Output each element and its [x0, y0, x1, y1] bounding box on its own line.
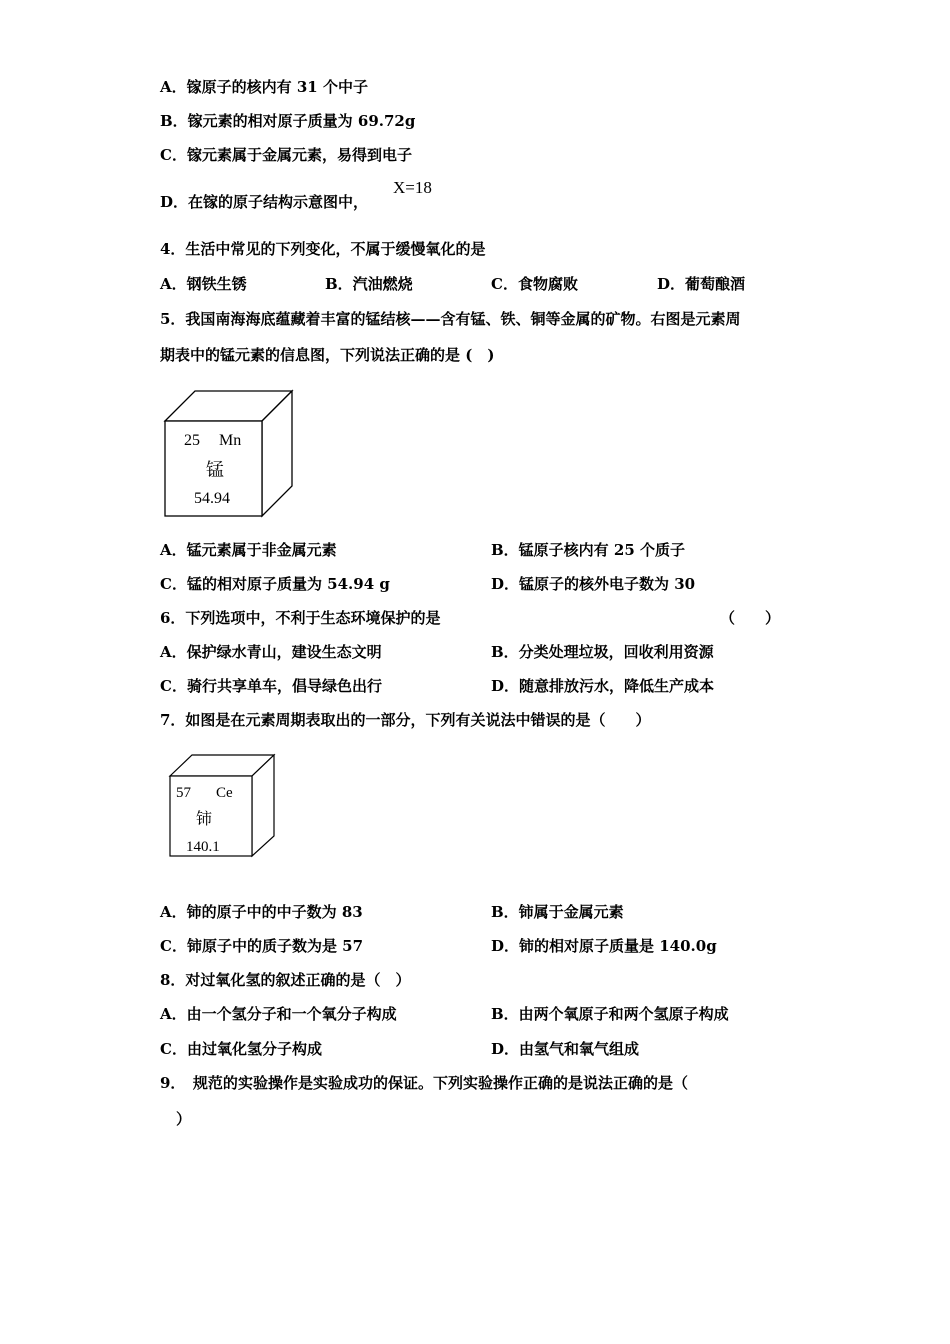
- q8-stem: 8．对过氧化氢的叙述正确的是（ ）: [160, 971, 411, 989]
- q8-option-a: A．由一个氢分子和一个氧分子构成: [160, 1005, 397, 1023]
- q6-option-b: B．分类处理垃圾，回收利用资源: [491, 643, 714, 661]
- q3-option-a: A．镓原子的核内有 31 个中子: [160, 78, 368, 96]
- q6-option-a: A．保护绿水青山，建设生态文明: [160, 643, 382, 661]
- q8-option-d: D．由氢气和氧气组成: [491, 1040, 640, 1058]
- q4-stem: 4．生活中常见的下列变化，不属于缓慢氧化的是: [160, 240, 486, 258]
- q7-option-b: B．铈属于金属元素: [491, 903, 624, 921]
- manganese-element-tile: [160, 388, 300, 520]
- q5-option-b: B．锰原子核内有 25 个质子: [491, 541, 685, 559]
- q7-option-d: D．铈的相对原子质量是 140.0g: [491, 937, 717, 955]
- q6-option-d: D．随意排放污水，降低生产成本: [491, 677, 715, 695]
- q7-option-c: C．铈原子中的质子数为是 57: [160, 937, 364, 955]
- q6-answer-paren: （ ）: [720, 609, 781, 627]
- ce-mass: 140.1: [186, 839, 220, 855]
- q8-option-b: B．由两个氧原子和两个氢原子构成: [491, 1005, 729, 1023]
- q8-option-c: C．由过氧化氢分子构成: [160, 1040, 322, 1058]
- q3-option-b: B．镓元素的相对原子质量为 69.72g: [160, 112, 416, 130]
- ce-symbol: Ce: [216, 785, 233, 801]
- q4-option-a: A．钢铁生锈: [160, 275, 247, 293]
- q4-option-b: B．汽油燃烧: [325, 275, 413, 293]
- q5-option-d: D．锰原子的核外电子数为 30: [491, 575, 696, 593]
- mn-mass: 54.94: [194, 490, 230, 507]
- q5-option-c: C．锰的相对原子质量为 54.94 g: [160, 575, 390, 593]
- ce-name: 铈: [196, 811, 213, 828]
- q7-option-a: A．铈的原子中的中子数为 83: [160, 903, 363, 921]
- cerium-element-tile: [166, 752, 278, 860]
- q9-stem: 9． 规范的实验操作是实验成功的保证。下列实验操作正确的是说法正确的是（: [160, 1074, 688, 1092]
- q3-option-d-formula: X=18: [393, 178, 432, 197]
- q4-option-d: D．葡萄酿酒: [657, 275, 746, 293]
- ce-atomic-number: 57: [176, 785, 191, 801]
- q9-stem-end: ）: [176, 1110, 192, 1128]
- q5-stem-line2: 期表中的锰元素的信息图，下列说法正确的是 ( ): [160, 346, 495, 364]
- mn-atomic-number: 25: [184, 432, 200, 449]
- q6-option-c: C．骑行共享单车，倡导绿色出行: [160, 677, 382, 695]
- q3-option-d: D．在镓的原子结构示意图中，: [160, 193, 369, 211]
- mn-symbol: Mn: [219, 432, 242, 449]
- q5-stem-line1: 5．我国南海海底蕴藏着丰富的锰结核——含有锰、铁、铜等金属的矿物。右图是元素周: [160, 310, 741, 328]
- q7-stem: 7．如图是在元素周期表取出的一部分，下列有关说法中错误的是（ ）: [160, 711, 651, 729]
- mn-name: 锰: [206, 460, 224, 480]
- q6-stem: 6．下列选项中，不利于生态环境保护的是: [160, 609, 441, 627]
- q4-option-c: C．食物腐败: [491, 275, 578, 293]
- q5-option-a: A．锰元素属于非金属元素: [160, 541, 337, 559]
- q3-option-c: C．镓元素属于金属元素，易得到电子: [160, 146, 412, 164]
